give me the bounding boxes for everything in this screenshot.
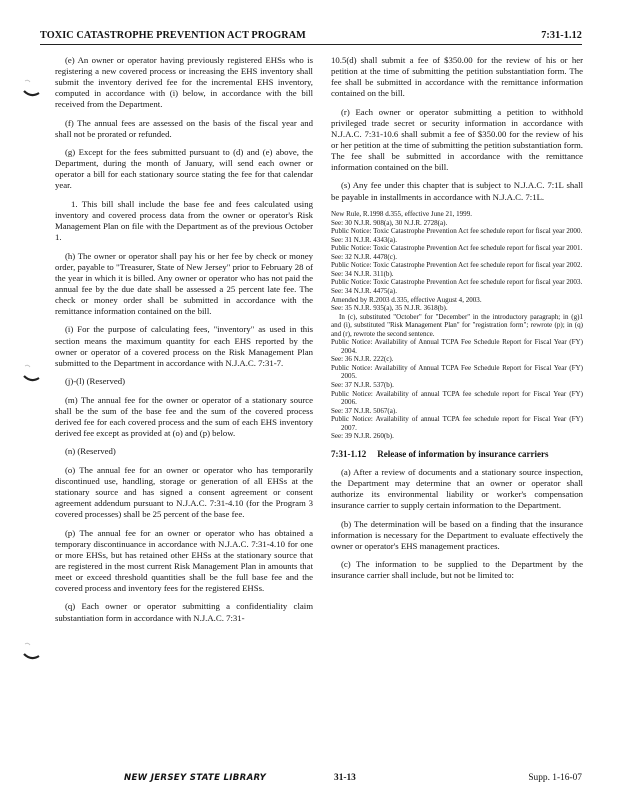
header-section-number: 7:31-1.12	[541, 30, 582, 41]
left-column	[55, 55, 313, 631]
history-line: Public Notice: Toxic Catastrophe Prevention Act fee schedule report for fiscal year 2003.	[331, 278, 583, 287]
running-header	[40, 28, 582, 45]
history-line: New Rule, R.1998 d.355, effective June 21, 1999.	[331, 210, 472, 219]
paragraph-h: (h) The owner or operator shall pay his or her fee by check or money order, payable to "Treasurer, State of New Jersey" prior to February 28 of the year in which it is billed. Any owner or operator who has not paid the annual fee by the due date shall be assessed a 25 percent late fee. The check or money order shall be submitted in accordance with the remittance information contained on the bill.	[55, 250, 313, 316]
paragraph-1-12-b: (b) The determination will be based on a finding that the insurance information is necessary for the Department to evaluate effectively the owner or operator's EHS management practices.	[331, 518, 583, 551]
history-line: Public Notice: Toxic Catastrophe Prevention Act fee schedule report for fiscal year 2001.	[331, 244, 583, 253]
punch-hole-mark	[22, 362, 40, 388]
paragraph-e: (e) An owner or operator having previously registered EHSs who is registering a new covered process or increasing the EHS inventory shall submit the inventory derived fee for the incremental EHS inventory, computed in accordance with (i) below, in accordance with the bill received from the Department.	[55, 55, 313, 110]
paragraph-s: (s) Any fee under this chapter that is subject to N.J.A.C. 7:1L shall be payable in installments in accordance with N.J.A.C. 7:1L.	[331, 180, 583, 202]
history-line: See: 37 N.J.R. 5067(a).	[331, 406, 397, 415]
history-line: See: 34 N.J.R. 4475(a).	[331, 286, 397, 295]
section-title: Release of information by insurance carriers	[377, 448, 549, 459]
history-line: See: 36 N.J.R. 222(c).	[331, 355, 394, 364]
paragraph-i: (i) For the purpose of calculating fees, "inventory" as used in this section means the maximum quantity for each EHS reported by the owner or operator of a covered process on the Risk Management Plan submitted to the Department in accordance with N.J.A.C. 7:31-7.	[55, 324, 313, 368]
paragraph-o: (o) The annual fee for an owner or operator who has temporarily discontinued use, handling, storage or generation of all EHSs at the stationary source and has signed a consent agreement or consent agreement addendum pursuant to N.J.A.C. 7:31-4.10 (for the Program 3 covered processes) shall be 25 percent of the base fee.	[55, 464, 313, 520]
history-line: See: 30 N.J.R. 908(a), 30 N.J.R. 2728(a).	[331, 218, 448, 227]
punch-hole-mark	[22, 640, 40, 666]
history-line: See: 35 N.J.R. 935(a), 35 N.J.R. 3618(b).	[331, 304, 448, 313]
paragraph-n: (n) (Reserved)	[65, 446, 116, 457]
history-line: See: 34 N.J.R. 311(b).	[331, 269, 394, 278]
right-column	[331, 55, 583, 589]
paragraph-j-l: (j)-(l) (Reserved)	[65, 376, 126, 387]
paragraph-g: (g) Except for the fees submitted pursuant to (d) and (e) above, the Department, during the month of January, will send each owner or operator a bill for each stationary source stating the fee for that calendar year.	[55, 147, 313, 191]
paragraph-q-continued: 10.5(d) shall submit a fee of $350.00 for the review of his or her petition at the time of submitting the petition substantiation form. The fee shall be submitted in accordance with the remittance information contained on the bill.	[331, 55, 583, 99]
section-heading	[331, 449, 583, 460]
paragraph-p: (p) The annual fee for an owner or operator who has obtained a temporary discontinuance in accordance with N.J.A.C. 7:31-4.10 for one or more EHSs, but has retained other EHSs at the stationary source that are registered in the most current Risk Management Plan in amounts that meet or exceed threshold quantities shall be the full base fee and the covered process and inventory fees for the registered EHSs.	[55, 527, 313, 593]
paragraph-r: (r) Each owner or operator submitting a petition to withhold privileged trade secret or security information in accordance with N.J.A.C. 7:31-10.6 shall submit a fee of $350.00 for the review of his or her petition at the time of submitting the petition substantiation form. The fee shall be submitted in accordance with the remittance information contained on the bill.	[331, 106, 583, 172]
library-stamp: NEW JERSEY STATE LIBRARY	[124, 773, 267, 783]
history-line: In (c), substituted "October" for "December" in the introductory paragraph; in (g)1 and (i), substituted "Risk Management Plan" for "registration form"; rewrote (p); in (q) and (r), rewrote the second sentence.	[331, 312, 583, 338]
history-notes	[331, 210, 583, 441]
paragraph-f: (f) The annual fees are assessed on the basis of the fiscal year and shall not be prorated or refunded.	[55, 117, 313, 139]
history-line: See: 37 N.J.R. 537(b).	[331, 381, 394, 389]
punch-hole-mark	[22, 77, 40, 103]
history-line: Public Notice: Toxic Catastrophe Prevention Act fee schedule report for fiscal year 2000.	[331, 227, 583, 236]
history-line: Amended by R.2003 d.335, effective August 4, 2003.	[331, 295, 482, 304]
history-line: See: 39 N.J.R. 260(b).	[331, 432, 394, 441]
history-line: Public Notice: Availability of Annual TCPA Fee Schedule Report for Fiscal Year (FY) 2005.	[331, 363, 583, 381]
header-title: TOXIC CATASTROPHE PREVENTION ACT PROGRAM	[40, 30, 306, 41]
history-line: Public Notice: Toxic Catastrophe Prevention Act fee schedule report for fiscal year 2002.	[331, 261, 583, 270]
history-line: See: 31 N.J.R. 4343(a).	[331, 235, 397, 244]
history-line: See: 32 N.J.R. 4478(c).	[331, 252, 397, 261]
history-line: Public Notice: Availability of annual TCPA fee schedule report for Fiscal Year (FY) 2006.	[331, 389, 583, 407]
paragraph-m: (m) The annual fee for the owner or operator of a stationary source shall be the sum of the base fee and the sum of the covered process derived fee for each covered process and the sum of each EHS inventory derived fee except as provided at (o) and (p) below.	[55, 394, 313, 438]
history-line: Public Notice: Availability of annual TCPA fee schedule report for Fiscal Year (FY) 2007.	[331, 415, 583, 432]
paragraph-1-12-c: (c) The information to be supplied to the Department by the insurance carrier shall include, but not be limited to:	[331, 559, 583, 581]
section-number: 7:31-1.12	[331, 448, 367, 459]
history-line: Public Notice: Availability of Annual TCPA Fee Schedule Report for Fiscal Year (FY) 2004.	[331, 338, 583, 355]
page-number: 31-13	[334, 773, 356, 783]
page-footer	[40, 773, 582, 787]
paragraph-g-1: 1. This bill shall include the base fee and fees calculated using inventory and covered process data from the owner or operator's Risk Management Plan on file with the Department as of the previous October 1.	[55, 199, 313, 243]
paragraph-1-12-a: (a) After a review of documents and a stationary source inspection, the Department may determine that an owner or operator shall authorize its environmental liability or worker's compensation insurance carrier to supply certain information to the Department.	[331, 466, 583, 511]
paragraph-q: (q) Each owner or operator submitting a confidentiality claim substantiation form in accordance with N.J.A.C. 7:31-	[55, 601, 313, 623]
supplement-date: Supp. 1-16-07	[528, 773, 582, 783]
